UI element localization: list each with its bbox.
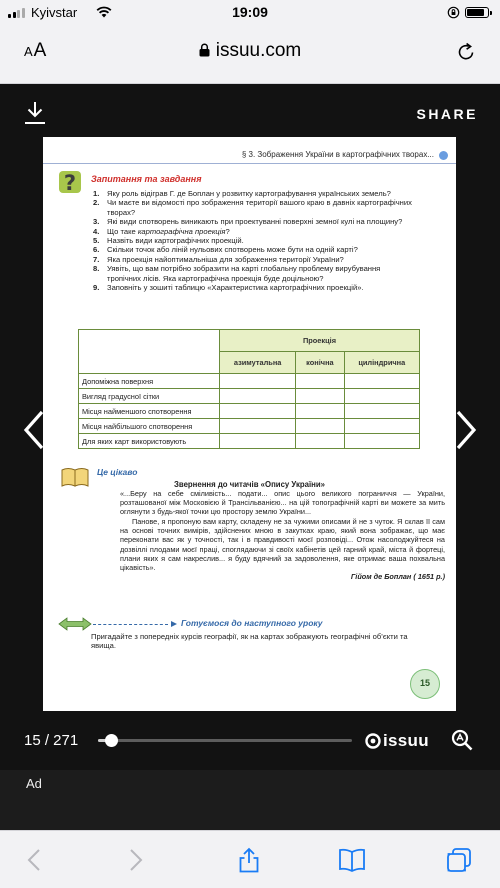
question-item: 4. Що таке картографічна проекція? [93,226,230,236]
question-mark-icon [57,167,85,195]
appeal-title: Звернення до читачів «Опису України» [174,480,325,489]
carrier-name: Kyivstar [31,5,78,20]
document-page [43,137,456,711]
reload-icon[interactable] [456,42,476,62]
table-column-header: циліндрична [344,352,419,374]
table-row: Місця найбільшого спотворення [79,419,420,434]
issuu-wordmark: issuu [383,731,429,750]
zoom-icon[interactable] [451,729,473,751]
table-column-header: конічна [296,352,344,374]
header-dot-icon [439,151,448,160]
table-row: Вигляд градусної сітки [79,389,420,404]
download-icon[interactable] [24,101,46,125]
dashed-divider [93,624,168,625]
tabs-icon[interactable] [446,847,472,873]
questions-title: Запитання та завдання [91,174,202,184]
text-size-button[interactable]: AA [24,40,48,61]
questions-list [93,189,413,292]
browser-address-bar [0,26,500,84]
issuu-logo[interactable] [365,731,429,751]
page-header [43,150,456,164]
page-number-badge: 15 [410,669,440,699]
appeal-signature: Гійом де Боплан ( 1651 р.) [350,571,445,581]
question-item: 5. Назвіть види картографічних проекцій. [93,236,244,246]
page-slider[interactable] [98,739,352,742]
clock: 19:09 [232,4,268,20]
double-arrow-icon [57,616,93,632]
table-column-header: азимутальна [220,352,296,374]
issuu-viewer [0,85,500,770]
svg-text:?: ? [63,171,77,195]
back-chevron-icon[interactable] [22,847,48,873]
question-item: 3. Які види спотворень виникають при проектуванні поверхні земної кулі на площину? [93,217,403,227]
page-slider-handle[interactable] [105,734,118,747]
next-page-arrow-icon[interactable] [454,410,478,450]
question-item: 6. Скільки точок або ліній нульових спотворень може бути на одній карті? [93,245,358,255]
browser-toolbar [0,830,500,888]
question-item: 1. Яку роль відіграв Г. де Боплан у розвитку картографування українських земель? [93,189,391,198]
padlock-icon [199,43,210,57]
share-icon[interactable] [236,847,262,873]
url-field[interactable] [0,40,500,62]
bookmarks-icon[interactable] [338,847,366,873]
forward-chevron-icon[interactable] [122,847,148,873]
battery-icon [465,7,489,18]
table-group-header: Проекція [220,330,420,352]
question-item: 7. Яка проекція найоптимальніша для зображення території України? [93,254,344,264]
chapter-title: § 3. Зображення України в картографічних творах... [241,150,434,159]
ad-banner[interactable] [0,770,500,830]
rotation-lock-icon [447,6,460,19]
appeal-paragraph: Панове, я пропоную вам карту, складену не за чужими описами й не з чуток. Я склав її сам на основі точних вимірів, здійснених мною в закутках краю, який вона зображає, що має переконати вас як у точності, так і в правдивості моєї розповіді... Отож насолоджуйтеся на дозвіллі плодами моєї праці, споглядаючи зі своїх кабінетів цей гарний край, міста й фортеці, плани яких я сам накреслив... я буду вдячний за задоволення, яке отримає ваша похвальна цікавість». [120,517,445,572]
next-lesson-title: Готуємося до наступного уроку [181,618,323,628]
question-item: 2. Чи маєте ви відомості про зображення території вашого краю в давніх картографічних творах? [93,198,412,217]
next-lesson-text: Пригадайте з попередніх курсів географії, як на картах зображують географічні об’єкти та явища. [91,632,408,651]
appeal-paragraph: «...Беру на себе сміливість... подати... опис цього великого пограниччя — України, розташованої між Московією й Трансільванією... на цій топографічній карті ви можете за мить оглянути з будь-якої точки цю простору землю України... [120,489,445,517]
issuu-mark-icon [365,733,381,749]
projections-table [78,329,420,449]
status-bar [0,0,500,26]
interest-title: Це цікаво [97,467,138,477]
question-item: 8. Уявіть, що вам потрібно зобразити на карті глобальну проблему вирубування тропічних лісів. Яка картографічна проекція буде доцільною? [93,264,381,283]
page-counter: 15 / 271 [24,732,79,749]
share-button[interactable]: SHARE [416,106,478,122]
table-row: Допоміжна поверхня [79,374,420,389]
ad-label: Ad [26,776,42,791]
appeal-quote [120,489,445,581]
table-corner-cell [79,330,220,374]
question-item: 9. Заповніть у зошиті таблицю «Характеристика картографічних проекцій». [93,283,364,293]
table-row: Місця найменшого спотворення [79,404,420,419]
url-text: issuu.com [215,40,302,61]
table-row: Для яких карт використовують [79,434,420,449]
